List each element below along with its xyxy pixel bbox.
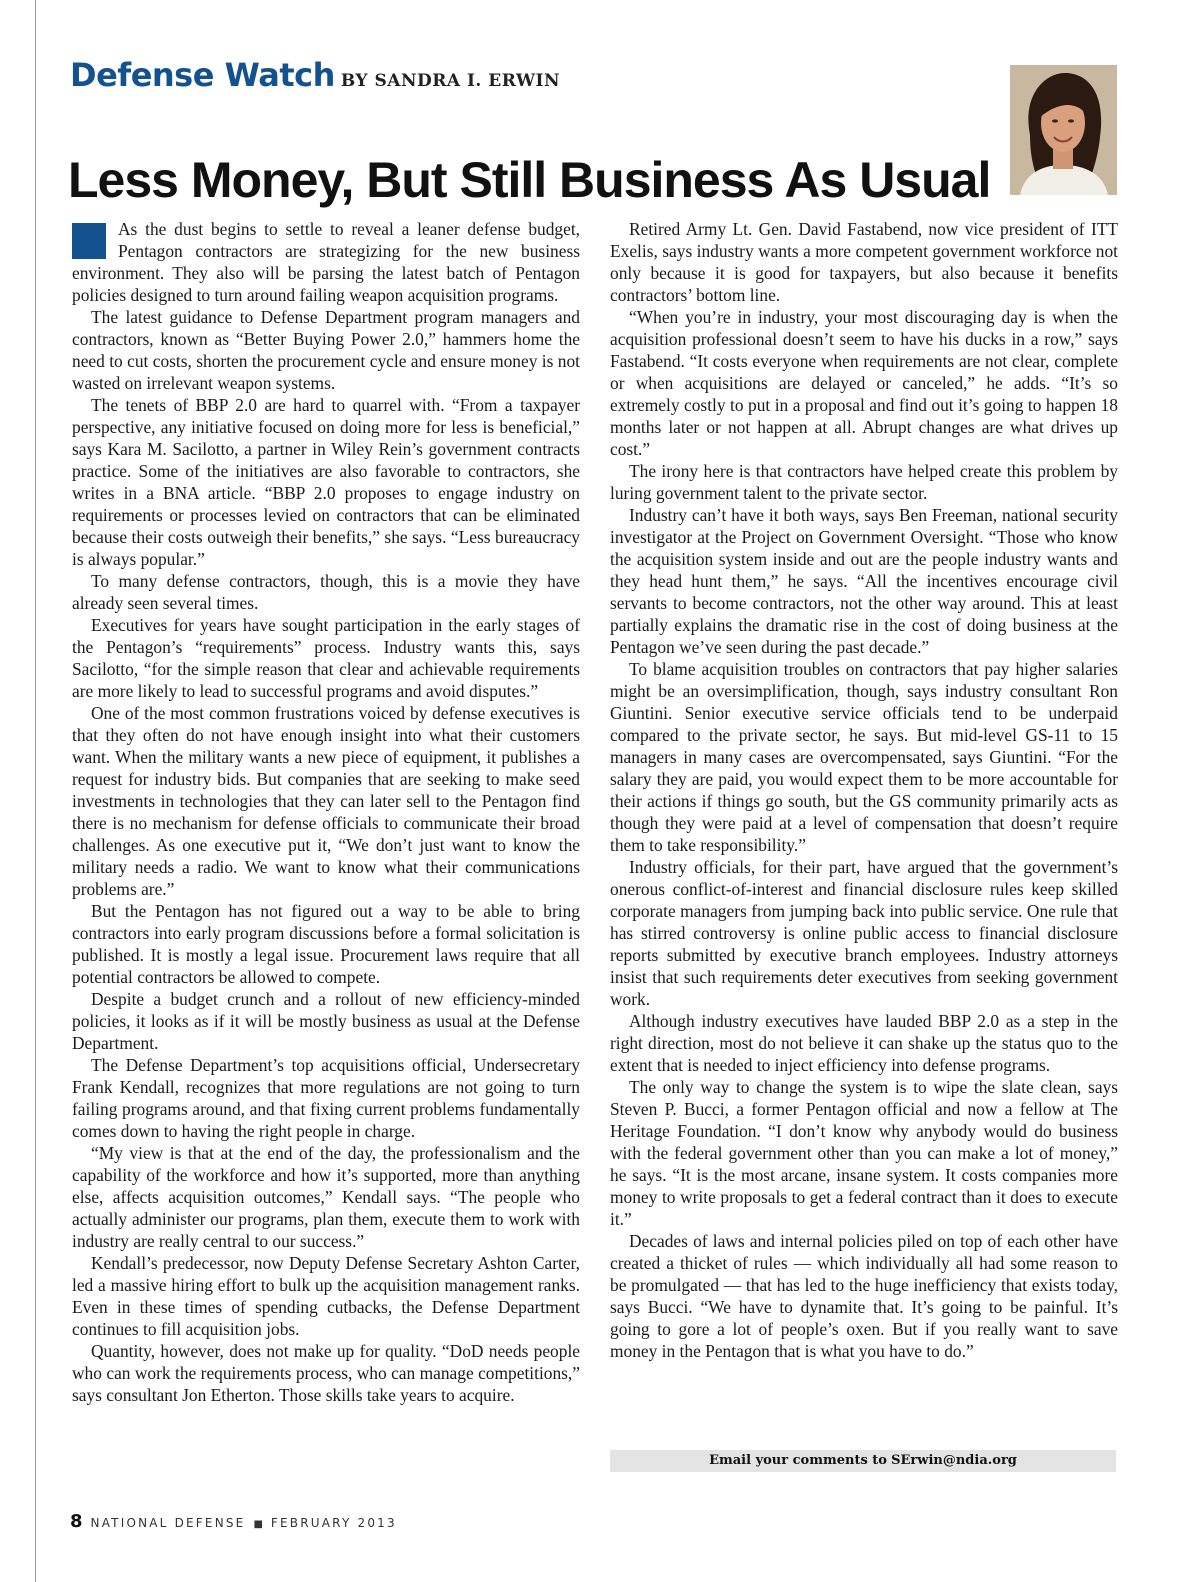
page-footer xyxy=(70,1511,397,1532)
paragraph: Executives for years have sought participation in the early stages of the Pentagon’s “requirements” process. Industry wants this, says Sacilotto, “for the simple reason that clear and achievable requirements are more likely to lead to successful programs and avoid disputes.” xyxy=(72,615,580,701)
photo-eye-right xyxy=(1068,119,1074,122)
paragraph: But the Pentagon has not figured out a way to be able to bring contractors into early program discussions before a formal solicitation is published. It is mostly a legal issue. Procurement laws require that all potential contractors be allowed to compete. xyxy=(72,901,580,987)
paragraph: Kendall’s predecessor, now Deputy Defense Secretary Ashton Carter, led a massive hiring effort to bulk up the acquisition management ranks. Even in these times of spending cutbacks, the Defense Department continues to fill acquisition jobs. xyxy=(72,1253,580,1339)
paragraph: Decades of laws and internal policies piled on top of each other have created a thicket of rules — which individually all had some reason to be promulgated — that has led to the huge inefficiency that exists today, says Bucci. “We have to dynamite that. It’s going to be painful. It’s going to gore a lot of people’s oxen. But if you really want to save money in the Pentagon that is what you have to do.” xyxy=(610,1231,1118,1361)
headline: Less Money, But Still Business As Usual xyxy=(68,152,991,208)
photo-eye-left xyxy=(1052,119,1058,122)
page-left-rule xyxy=(35,0,36,1582)
paragraph: Quantity, however, does not make up for quality. “DoD needs people who can work the requirements process, who can manage competitions,” says consultant Jon Etherton. Those skills take years to acquire. xyxy=(72,1341,580,1405)
column-header xyxy=(70,56,560,94)
comments-email-link[interactable]: SErwin@ndia.org xyxy=(891,1453,1017,1468)
paragraph: The Defense Department’s top acquisitions official, Undersecretary Frank Kendall, recognizes that more regulations are not going to turn failing programs around, and that fixing current problems fundamentally comes down to having the right people in charge. xyxy=(72,1055,580,1141)
section-name: Defense Watch xyxy=(70,56,335,94)
page-number: 8 xyxy=(70,1511,83,1532)
paragraph: “When you’re in industry, your most discouraging day is when the acquisition professional doesn’t seem to have his ducks in a row,” says Fastabend. “It costs everyone when requirements are not clear, complete or when acquisitions are delayed or canceled,” he adds. “It’s so extremely costly to put in a proposal and find out it’s going to happen 18 months later or not happen at all. Abrupt changes are what drives up cost.” xyxy=(610,307,1118,459)
author-photo xyxy=(1010,65,1117,195)
paragraph: Retired Army Lt. Gen. David Fastabend, now vice president of ITT Exelis, says industry wants a more competent government workforce not only because it is good for taxpayers, but also because it benefits contractors’ bottom line. xyxy=(610,219,1118,305)
publication-name: NATIONAL DEFENSE xyxy=(90,1516,246,1530)
paragraph: The latest guidance to Defense Department program managers and contractors, known as “Better Buying Power 2.0,” hammers home the need to cut costs, shorten the procurement cycle and ensure money is not wasted on irrelevant weapon systems. xyxy=(72,307,580,393)
paragraph-text: As the dust begins to settle to reveal a leaner defense budget, Pentagon contractors are strategizing for the new business environment. They also will be parsing the latest batch of Pentagon policies designed to turn around failing weapon acquisition programs. xyxy=(72,219,580,305)
issue-date: FEBRUARY 2013 xyxy=(270,1516,397,1530)
article-column-left xyxy=(72,218,580,1406)
paragraph: Despite a budget crunch and a rollout of new efficiency-minded policies, it looks as if it will be mostly business as usual at the Defense Department. xyxy=(72,989,580,1053)
paragraph: “My view is that at the end of the day, the professionalism and the capability of the workforce and how it’s supported, more than anything else, affects acquisition outcomes,” Kendall says. “The people who actually administer our programs, plan them, execute them to work with industry are really central to our success.” xyxy=(72,1143,580,1251)
paragraph xyxy=(72,218,580,306)
drop-cap-square xyxy=(72,223,106,259)
paragraph: Although industry executives have lauded BBP 2.0 as a step in the right direction, most do not believe it can shake up the status quo to the extent that is needed to inject efficiency into defense programs. xyxy=(610,1011,1118,1075)
comments-box xyxy=(610,1450,1116,1472)
paragraph: Industry can’t have it both ways, says Ben Freeman, national security investigator at the Project on Government Oversight. “Those who know the acquisition system inside and out are the people industry wants and they head hunt them,” he says. “All the incentives encourage civil servants to become contractors, not the other way around. This at least partially explains the dramatic rise in the cost of doing business at the Pentagon we’ve seen during the past decade.” xyxy=(610,505,1118,657)
footer-separator-icon: ■ xyxy=(253,1519,263,1530)
paragraph: The only way to change the system is to wipe the slate clean, says Steven P. Bucci, a former Pentagon official and now a fellow at The Heritage Foundation. “I don’t know why anybody would do business with the federal government other than you can make a lot of money,” he says. “It is the most arcane, insane system. It costs companies more money to write proposals to get a federal contract than it does to execute it.” xyxy=(610,1077,1118,1229)
comments-label: Email your comments to xyxy=(709,1453,887,1468)
paragraph: The tenets of BBP 2.0 are hard to quarrel with. “From a taxpayer perspective, any initiative focused on doing more for less is beneficial,” says Kara M. Sacilotto, a partner in Wiley Rein’s government contracts practice. Some of the initiatives are also favorable to contractors, she writes in a BNA article. “BBP 2.0 proposes to engage industry on requirements or processes levied on contractors that can be eliminated because their costs outweigh their benefits,” she says. “Less bureaucracy is always popular.” xyxy=(72,395,580,569)
byline: BY SANDRA I. ERWIN xyxy=(340,71,561,91)
paragraph: One of the most common frustrations voiced by defense executives is that they often do not have enough insight into what their customers want. When the military wants a new piece of equipment, it publishes a request for industry bids. But companies that are seeking to make seed investments in technologies that they can later sell to the Pentagon find there is no mechanism for defense officials to communicate their broad challenges. As one executive put it, “We don’t just want to know the military needs a radio. We want to know what their communications problems are.” xyxy=(72,703,580,899)
article-column-right xyxy=(610,218,1118,1362)
paragraph: The irony here is that contractors have helped create this problem by luring government talent to the private sector. xyxy=(610,461,1118,503)
paragraph: To blame acquisition troubles on contractors that pay higher salaries might be an oversimplification, though, says industry consultant Ron Giuntini. Senior executive service officials tend to be underpaid compared to the private sector, he says. But mid-level GS-11 to 15 managers in many cases are overcompensated, says Giuntini. “For the salary they are paid, you would expect them to be more accountable for their actions if things go south, but the GS community primarily acts as though they were paid at a level of compensation that doesn’t require them to take responsibility.” xyxy=(610,659,1118,855)
paragraph: To many defense contractors, though, this is a movie they have already seen several times. xyxy=(72,571,580,613)
paragraph: Industry officials, for their part, have argued that the government’s onerous conflict-of-interest and financial disclosure rules keep skilled corporate managers from jumping back into public service. One rule that has stirred controversy is online public access to financial disclosure reports submitted by executive branch employees. Industry attorneys insist that such requirements deter executives from seeking government work. xyxy=(610,857,1118,1009)
